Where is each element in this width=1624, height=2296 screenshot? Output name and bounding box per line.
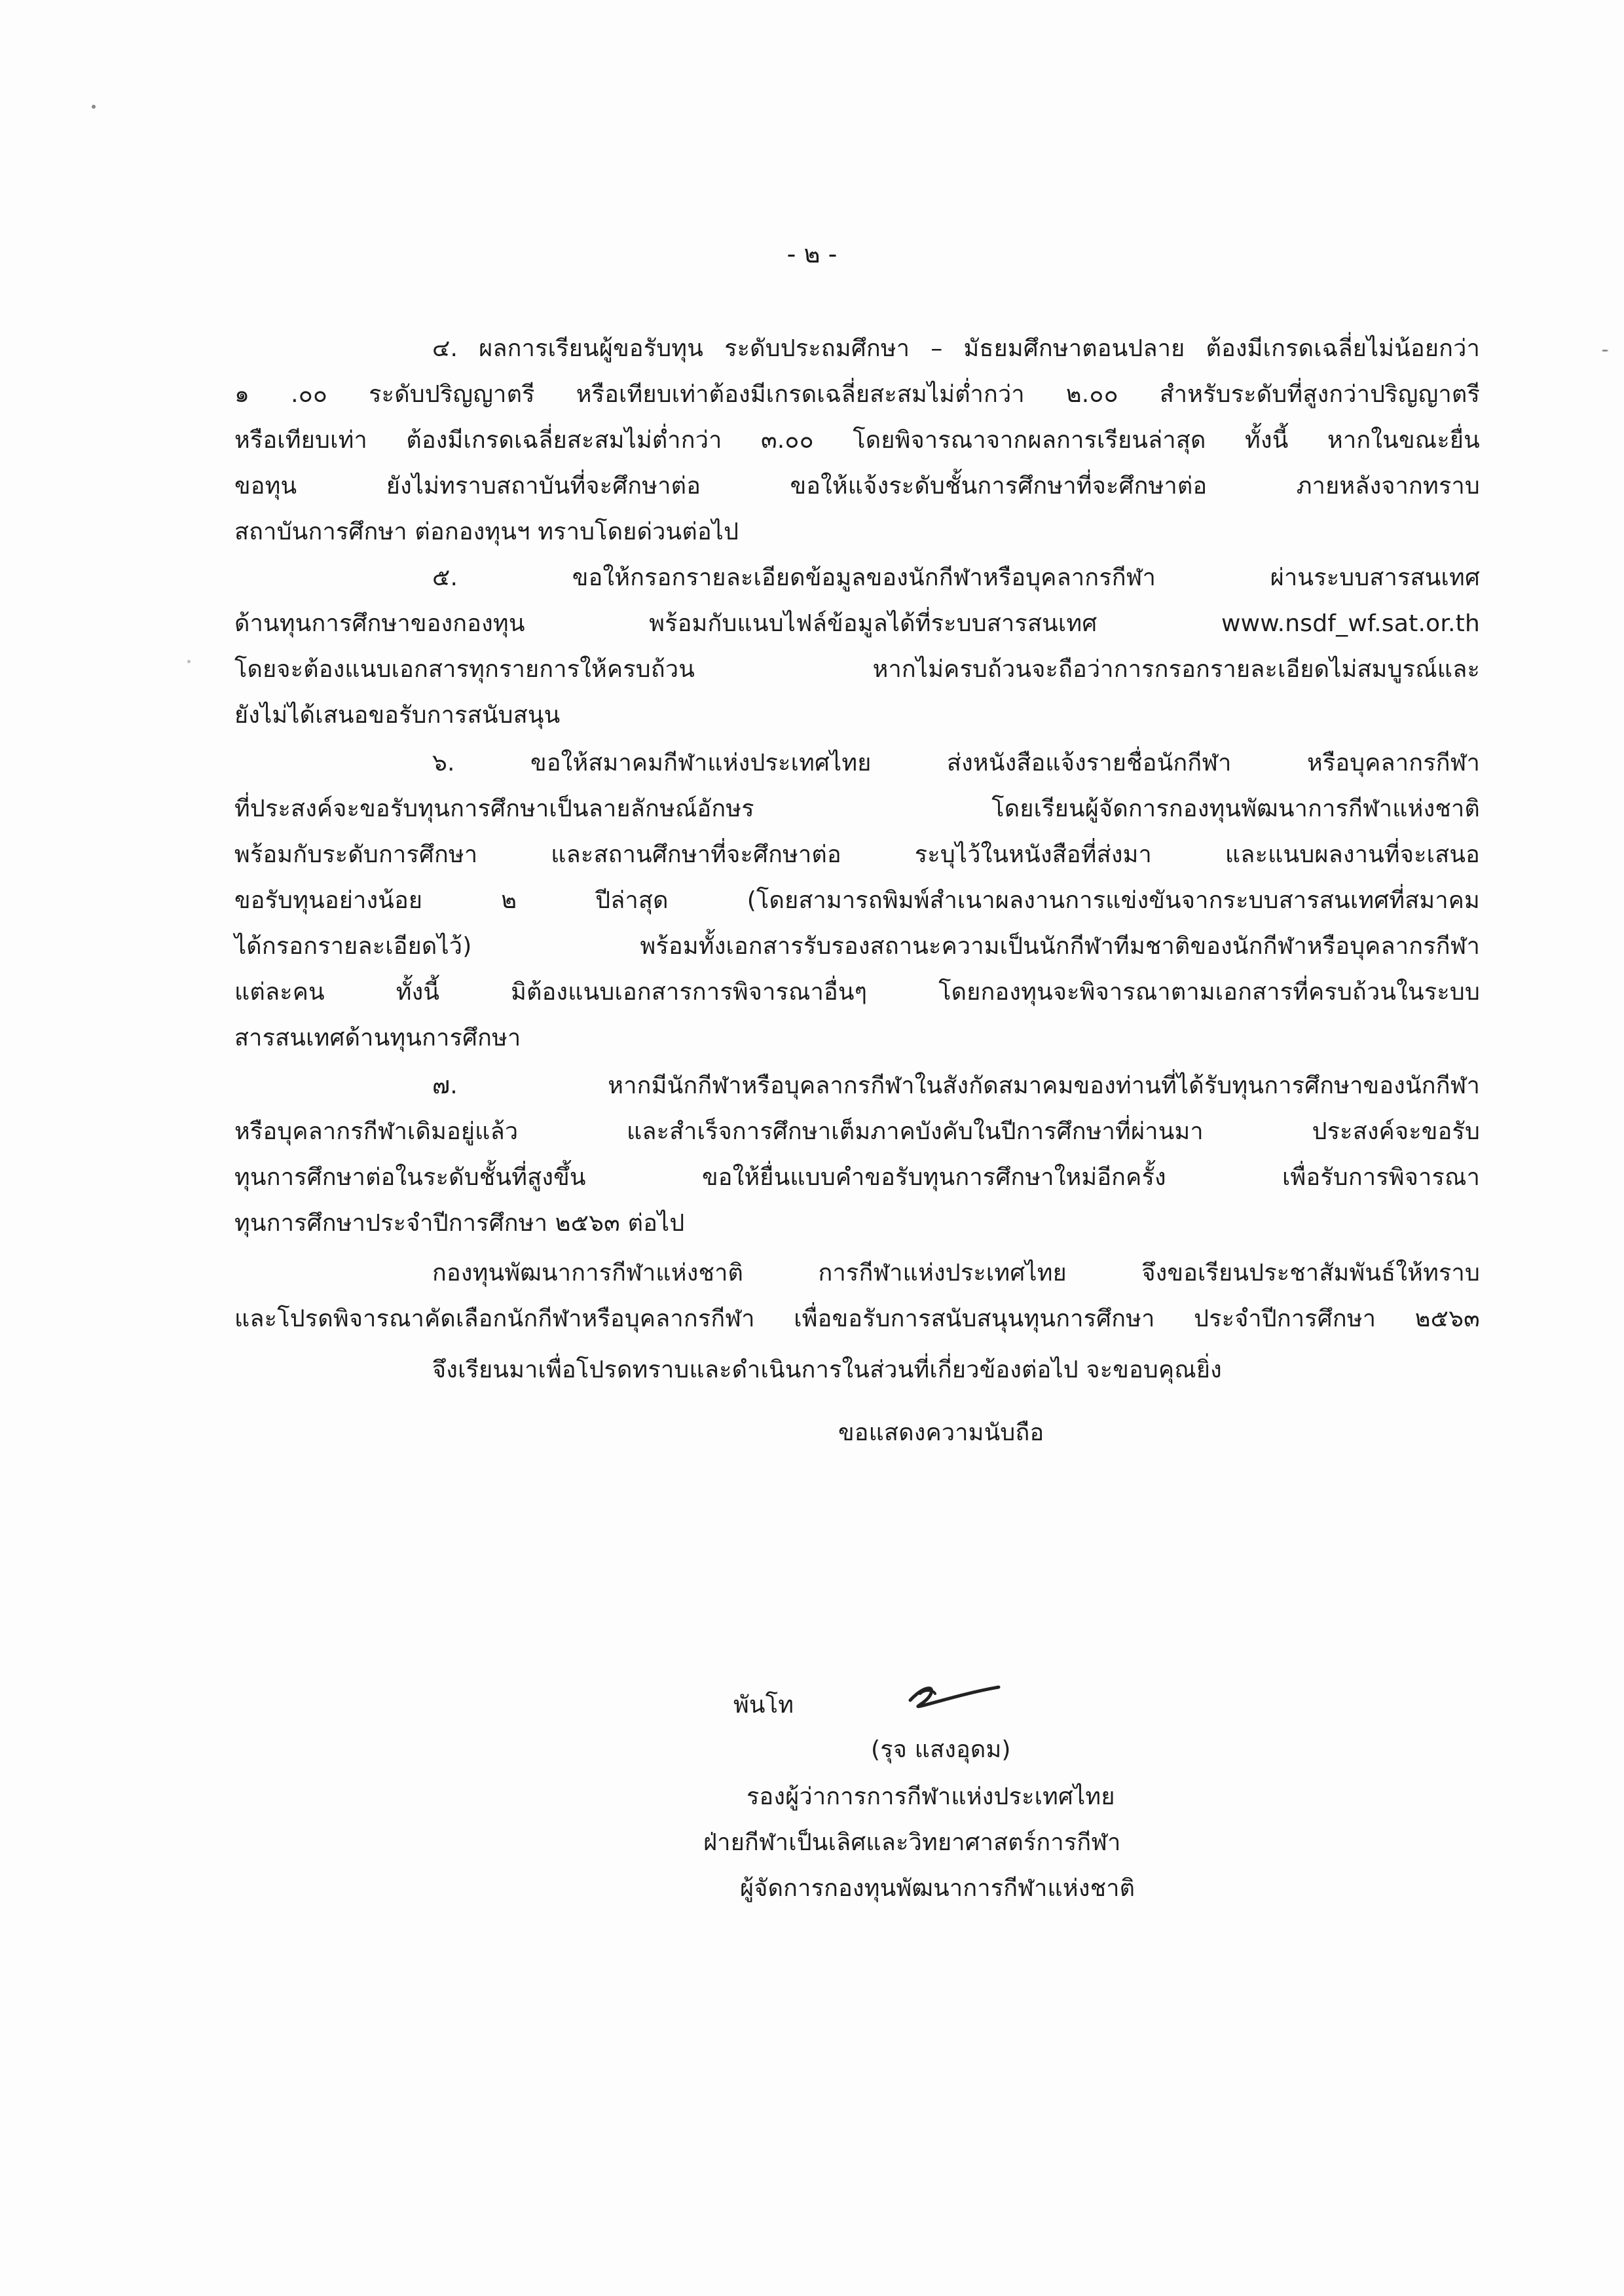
body-line-21: กองทุนพัฒนาการกีฬาแห่งชาติ การกีฬาแห่งประเทศไทย จึงขอเรียนประชาสัมพันธ์ให้ทราบ	[432, 1260, 1480, 1286]
body-line-8: โดยจะต้องแนบเอกสารทุกรายการให้ครบถ้วน หากไม่ครบถ้วนจะถือว่าการกรอกรายละเอียดไม่สมบูรณ์และ	[234, 656, 1480, 683]
scan-speck	[92, 105, 96, 109]
scan-speck	[1602, 350, 1608, 352]
body-line-16: สารสนเทศด้านทุนการศึกษา	[234, 1025, 521, 1051]
closing-text: ขอแสดงความนับถือ	[838, 1419, 1044, 1446]
body-line-23: จึงเรียนมาเพื่อโปรดทราบและดำเนินการในส่วนที่เกี่ยวข้องต่อไป จะขอบคุณยิ่ง	[432, 1357, 1222, 1383]
body-line-2: ๑ .๐๐ ระดับปริญญาตรี หรือเทียบเท่าต้องมีเกรดเฉลี่ยสะสมไม่ต่ำกว่า ๒.๐๐ สำหรับระดับที่สูงกว่าปริญญาตรี	[234, 381, 1480, 408]
body-line-3: หรือเทียบเท่า ต้องมีเกรดเฉลี่ยสะสมไม่ต่ำกว่า ๓.๐๐ โดยพิจารณาจากผลการเรียนล่าสุด ทั้งนี้ หากในขณะยื่น	[234, 427, 1480, 454]
body-line-13: ขอรับทุนอย่างน้อย ๒ ปีล่าสุด (โดยสามารถพิมพ์สำเนาผลงานการแข่งขันจากระบบสารสนเทศที่สมาคม	[234, 887, 1480, 914]
body-line-19: ทุนการศึกษาต่อในระดับชั้นที่สูงขึ้น ขอให้ยื่นแบบคำขอรับทุนการศึกษาใหม่อีกครั้ง เพื่อรับการพิจารณา	[234, 1164, 1480, 1191]
body-line-10: ๖. ขอให้สมาคมกีฬาแห่งประเทศไทย ส่งหนังสือแจ้งรายชื่อนักกีฬา หรือบุคลากรกีฬา	[432, 750, 1480, 776]
body-line-14: ได้กรอกรายละเอียดไว้) พร้อมทั้งเอกสารรับรองสถานะความเป็นนักกีฬาทีมชาติของนักกีฬาหรือบุคลากรกีฬา	[234, 933, 1480, 960]
signer-position-2: ฝ่ายกีฬาเป็นเลิศและวิทยาศาสตร์การกีฬา	[703, 1829, 1121, 1856]
body-line-5: สถาบันการศึกษา ต่อกองทุนฯ ทราบโดยด่วนต่อไป	[234, 519, 739, 545]
body-line-7: ด้านทุนการศึกษาของกองทุน พร้อมกับแนบไฟล์ข้อมูลได้ที่ระบบสารสนเทศ www.nsdf_wf.sat.or.th	[234, 610, 1480, 637]
signer-position-1: รองผู้ว่าการการกีฬาแห่งประเทศไทย	[747, 1783, 1115, 1810]
body-line-20: ทุนการศึกษาประจำปีการศึกษา ๒๕๖๓ ต่อไป	[234, 1210, 685, 1237]
signature-rank: พันโท	[733, 1692, 794, 1719]
body-line-9: ยังไม่ได้เสนอขอรับการสนับสนุน	[234, 702, 561, 729]
body-line-17: ๗. หากมีนักกีฬาหรือบุคลากรกีฬาในสังกัดสมาคมของท่านที่ได้รับทุนการศึกษาของนักกีฬา	[432, 1072, 1480, 1099]
page-number: - ๒ -	[786, 240, 838, 268]
scan-speck	[187, 660, 191, 663]
body-line-6: ๕. ขอให้กรอกรายละเอียดข้อมูลของนักกีฬาหรือบุคลากรกีฬา ผ่านระบบสารสนเทศ	[432, 564, 1480, 591]
body-line-11: ที่ประสงค์จะขอรับทุนการศึกษาเป็นลายลักษณ์อักษร โดยเรียนผู้จัดการกองทุนพัฒนาการกีฬาแห่งชาติ	[234, 795, 1480, 822]
body-line-22: และโปรดพิจารณาคัดเลือกนักกีฬาหรือบุคลากรกีฬา เพื่อขอรับการสนับสนุนทุนการศึกษา ประจำปีการศึกษา ๒๕๖๓	[234, 1305, 1480, 1332]
signer-name: (รุจ แสงอุดม)	[871, 1736, 1011, 1763]
handwritten-signature	[884, 1660, 1015, 1725]
body-line-1: ๔. ผลการเรียนผู้ขอรับทุน ระดับประถมศึกษา – มัธยมศึกษาตอนปลาย ต้องมีเกรดเฉลี่ยไม่น้อยกว่า	[432, 335, 1480, 362]
body-line-18: หรือบุคลากรกีฬาเดิมอยู่แล้ว และสำเร็จการศึกษาเต็มภาคบังคับในปีการศึกษาที่ผ่านมา ประสงค์จะขอรับ	[234, 1118, 1480, 1145]
signer-position-3: ผู้จัดการกองทุนพัฒนาการกีฬาแห่งชาติ	[740, 1875, 1135, 1902]
body-line-4: ขอทุน ยังไม่ทราบสถาบันที่จะศึกษาต่อ ขอให้แจ้งระดับชั้นการศึกษาที่จะศึกษาต่อ ภายหลังจากทราบ	[234, 473, 1480, 500]
body-line-15: แต่ละคน ทั้งนี้ มิต้องแนบเอกสารการพิจารณาอื่นๆ โดยกองทุนจะพิจารณาตามเอกสารที่ครบถ้วนในระบบ	[234, 979, 1480, 1006]
body-line-12: พร้อมกับระดับการศึกษา และสถานศึกษาที่จะศึกษาต่อ ระบุไว้ในหนังสือที่ส่งมา และแนบผลงานที่จะเสนอ	[234, 841, 1480, 868]
